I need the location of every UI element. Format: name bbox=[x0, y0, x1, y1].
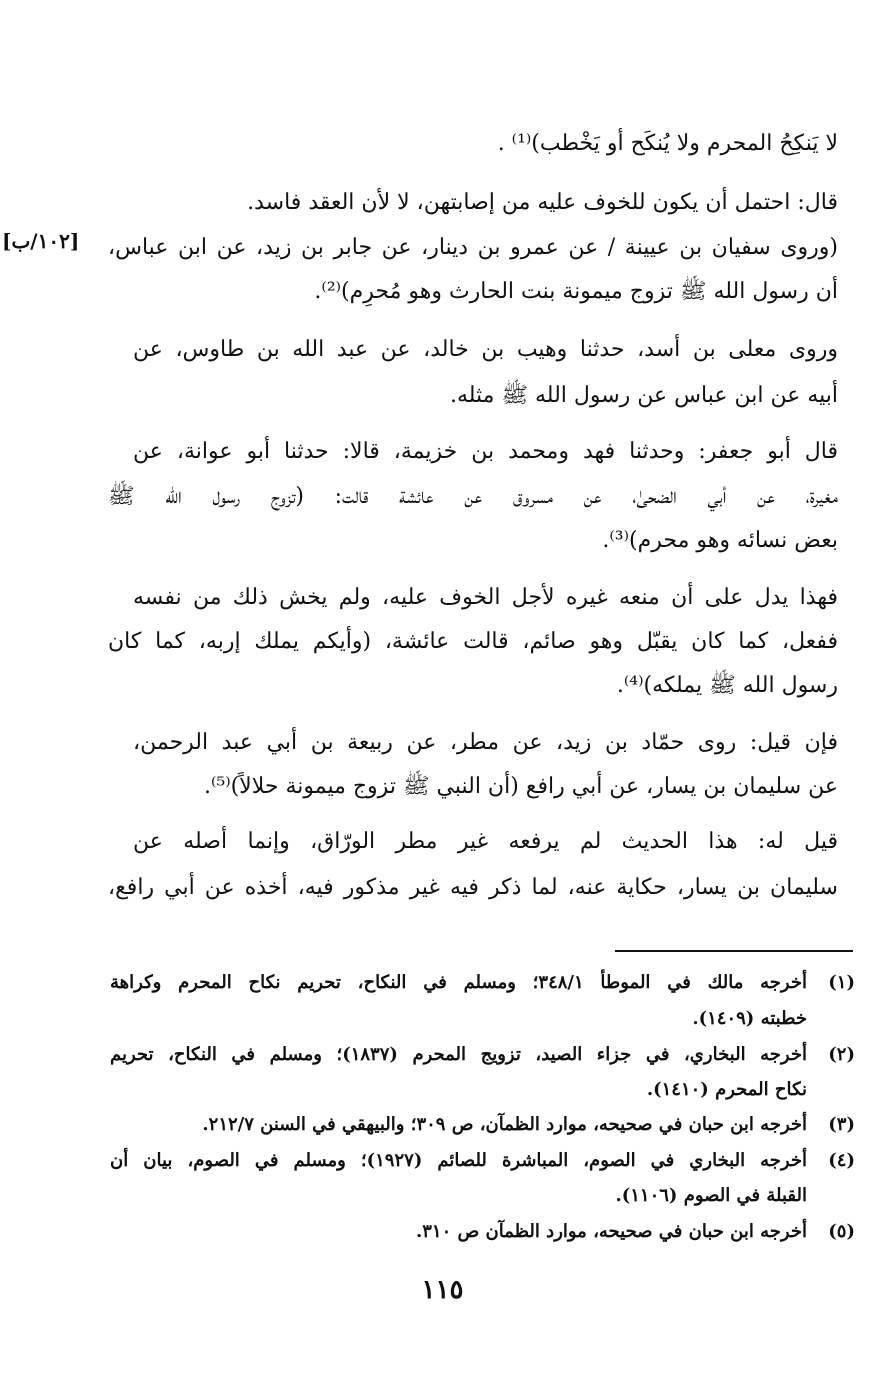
text-line: قال: احتمل أن يكون للخوف عليه من إصابتهن، لا لأن العقد فاسد. bbox=[247, 190, 838, 215]
text-line: أن رسول الله ﷺ تزوج ميمونة بنت الحارث وهو مُحرِم)⁽²⁾. bbox=[314, 279, 838, 304]
footnote-text: خطبته (١٤٠٩). bbox=[692, 1008, 807, 1029]
text-line: وروى معلى بن أسد، حدثنا وهيب بن خالد، عن عبد الله بن طاوس، عن bbox=[133, 337, 838, 362]
text-line: مغيرة، عن أبي الضحىٰ، عن مسروق عن عائشة قالت: (تزوج رسول الله ﷺ bbox=[108, 484, 838, 509]
text-line: فهذا يدل على أن منعه غيره لأجل الخوف عليه، ولم يخش ذلك من نفسه bbox=[133, 585, 838, 610]
footnote-text: أخرجه البخاري، في جزاء الصيد، تزويج المحرم (١٨٣٧)؛ ومسلم في النكاح، تحريم bbox=[110, 1044, 807, 1065]
text-line: فإن قيل: روى حمّاد بن زيد، عن مطر، عن ربيعة بن أبي عبد الرحمن، bbox=[133, 730, 838, 755]
text-line: سليمان بن يسار، حكاية عنه، لما ذكر فيه غير مذكور فيه، أخذه عن أبي رافع، bbox=[108, 875, 838, 900]
footnote-text: نكاح المحرم (١٤١٠). bbox=[646, 1079, 807, 1100]
footnote-text: أخرجه البخاري في الصوم، المباشرة للصائم (١٩٢٧)؛ ومسلم في الصوم، بيان أن bbox=[110, 1150, 807, 1171]
text-line: رسول الله ﷺ يملكه)⁽⁴⁾. bbox=[616, 673, 838, 698]
footnote-separator bbox=[615, 950, 853, 952]
text-line: (وروى سفيان بن عيينة / عن عمرو بن دينار، عن جابر بن زيد، عن ابن عباس، bbox=[108, 235, 838, 260]
text-line: لا يَنكِحُ المحرم ولا يُنكَح أو يَخْطب)⁽¹⁾ . bbox=[497, 131, 838, 156]
text-line: بعض نسائه وهو محرم)⁽³⁾. bbox=[602, 528, 838, 553]
footnote-number: (٥) bbox=[828, 1221, 855, 1242]
text-line: قيل له: هذا الحديث لم يرفعه غير مطر الورّاق، وإنما أصله عن bbox=[133, 829, 838, 854]
footnote-number: (٤) bbox=[828, 1150, 855, 1171]
footnote-number: (١) bbox=[828, 972, 855, 993]
text-line: عن سليمان بن يسار، عن أبي رافع (أن النبي ﷺ تزوج ميمونة حلالاً)⁽⁵⁾. bbox=[203, 774, 838, 799]
footnote-number: (٢) bbox=[828, 1044, 855, 1065]
footnote-number: (٣) bbox=[828, 1114, 855, 1135]
footnote-text: أخرجه ابن حبان في صحيحه، موارد الظمآن، ص ٣٠٩؛ والبيهقي في السنن ٢١٢/٧. bbox=[202, 1114, 807, 1135]
margin-folio-note: [١٠٢/ب] bbox=[2, 229, 80, 253]
page-number: ١١٥ bbox=[421, 1275, 464, 1305]
footnote-text: أخرجه ابن حبان في صحيحه، موارد الظمآن ص ٣١٠. bbox=[415, 1221, 807, 1242]
text-line: أبيه عن ابن عباس عن رسول الله ﷺ مثله. bbox=[449, 383, 838, 408]
text-line: قال أبو جعفر: وحدثنا فهد ومحمد بن خزيمة، قالا: حدثنا أبو عوانة، عن bbox=[133, 439, 838, 464]
footnote-text: القبلة في الصوم (١١٠٦). bbox=[615, 1185, 807, 1206]
footnote-text: أخرجه مالك في الموطأ ٣٤٨/١؛ ومسلم في النكاح، تحريم نكاح المحرم وكراهة bbox=[110, 972, 807, 993]
text-line: ففعل، كما كان يقبّل وهو صائم، قالت عائشة، (وأيكم يملك إربه، كما كان bbox=[108, 629, 838, 654]
